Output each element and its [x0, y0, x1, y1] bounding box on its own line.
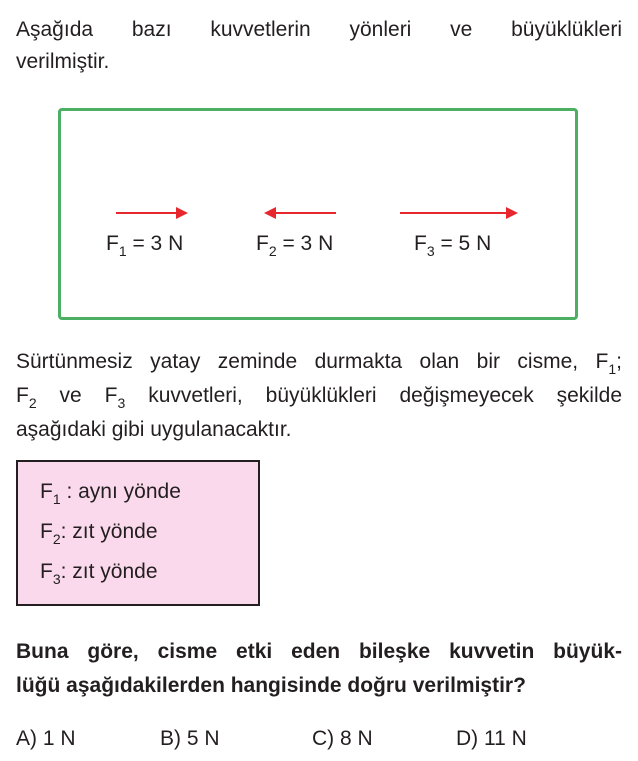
- option-b[interactable]: B) 5 N: [160, 727, 220, 750]
- condition-f1: $F_1$ : aynı yönde: [40, 480, 181, 507]
- intro-line-1: Aşağıda bazı kuvvetlerin yönleri ve büyüklükleri: [16, 18, 622, 41]
- option-a[interactable]: A) 1 N: [16, 727, 76, 750]
- force-f3-label: $F_3 = 5$ N: [414, 232, 492, 259]
- arrow-right-icon: [400, 206, 518, 220]
- condition-f3: $F_3$: zıt yönde: [40, 560, 158, 587]
- question-line-2: lüğü aşağıdakilerden hangisinde doğru verilmiştir?: [16, 674, 526, 697]
- condition-f2: $F_2$: zıt yönde: [40, 520, 158, 547]
- statement-line-3: aşağıdaki gibi uygulanacaktır.: [16, 418, 292, 441]
- force-f2-label: $F_2 = 3$ N: [256, 232, 334, 259]
- arrow-left-icon: [264, 206, 336, 220]
- intro-line-2: verilmiştir.: [16, 50, 110, 73]
- option-d[interactable]: D) 11 N: [456, 727, 527, 750]
- arrow-right-icon: [116, 206, 188, 220]
- force-f1-label: $F_1 = 3$ N: [106, 232, 184, 259]
- statement-line-2: $F_2$ ve $F_3$ kuvvetleri, büyüklükleri değişmeyecek şekilde: [16, 384, 622, 411]
- statement-line-1: Sürtünmesiz yatay zeminde durmakta olan bir cisme, $F_1$;: [16, 350, 622, 377]
- option-c[interactable]: C) 8 N: [312, 727, 373, 750]
- conditions-box: [16, 460, 260, 606]
- question-line-1: Buna göre, cisme etki eden bileşke kuvvetin büyük-: [16, 640, 622, 663]
